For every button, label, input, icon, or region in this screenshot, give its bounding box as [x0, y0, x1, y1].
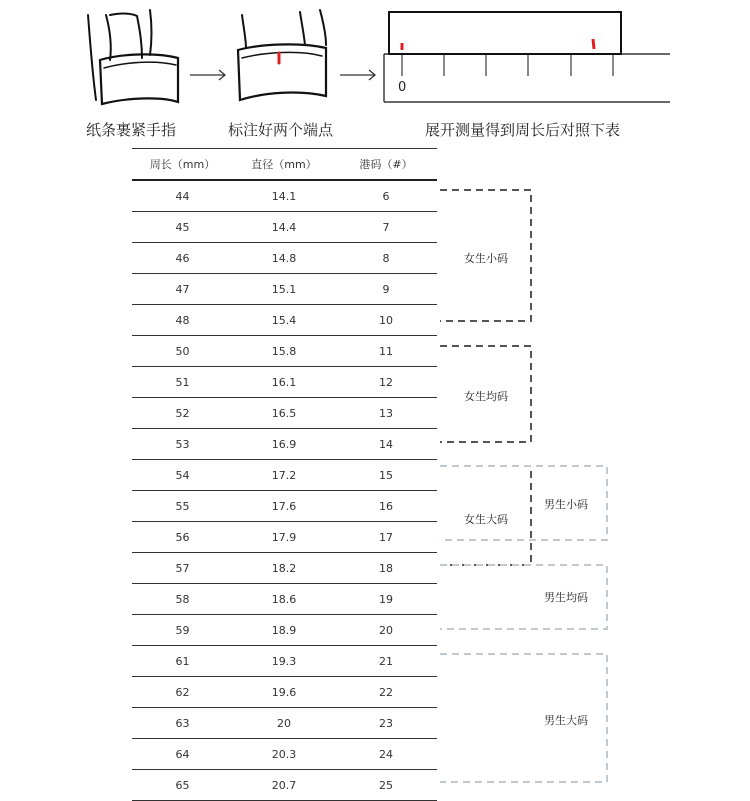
male-medium-label: 男生均码	[544, 591, 588, 604]
cell-diameter: 16.5	[233, 398, 335, 429]
header-circumference: 周长（mm）	[132, 149, 233, 181]
cell-hk-size: 24	[335, 739, 437, 770]
finger-wrapped-icon	[88, 10, 178, 104]
cell-diameter: 14.8	[233, 243, 335, 274]
table-row	[132, 305, 437, 336]
cell-hk-size: 23	[335, 708, 437, 739]
cell-circumference: 48	[132, 305, 233, 336]
table-row	[132, 708, 437, 739]
cell-hk-size: 7	[335, 212, 437, 243]
cell-diameter: 15.4	[233, 305, 335, 336]
table-row	[132, 429, 437, 460]
ruler-zero-label: 0	[398, 80, 407, 95]
cell-hk-size: 20	[335, 615, 437, 646]
finger-marked-icon	[238, 10, 326, 100]
table-row	[132, 491, 437, 522]
cell-circumference: 54	[132, 460, 233, 491]
table-row	[132, 522, 437, 553]
cell-circumference: 53	[132, 429, 233, 460]
table-row	[132, 367, 437, 398]
cell-diameter: 19.6	[233, 677, 335, 708]
cell-hk-size: 15	[335, 460, 437, 491]
cell-circumference: 64	[132, 739, 233, 770]
arrow-right-icon	[340, 70, 375, 80]
cell-hk-size: 17	[335, 522, 437, 553]
table-body	[132, 180, 437, 801]
table-row	[132, 677, 437, 708]
table-row	[132, 646, 437, 677]
arrow-right-icon	[190, 70, 225, 80]
table-row	[132, 739, 437, 770]
cell-circumference: 59	[132, 615, 233, 646]
table-header-row	[132, 149, 437, 181]
cell-hk-size: 22	[335, 677, 437, 708]
cell-circumference: 56	[132, 522, 233, 553]
cell-diameter: 20	[233, 708, 335, 739]
cell-diameter: 20.3	[233, 739, 335, 770]
cell-circumference: 44	[132, 180, 233, 212]
cell-circumference: 58	[132, 584, 233, 615]
cell-hk-size: 14	[335, 429, 437, 460]
ring-size-table	[132, 148, 437, 801]
header-hk-size: 港码（#）	[335, 149, 437, 181]
table-row	[132, 615, 437, 646]
cell-diameter: 18.9	[233, 615, 335, 646]
cell-diameter: 17.6	[233, 491, 335, 522]
table-row	[132, 212, 437, 243]
ruler-icon	[384, 12, 670, 102]
table-row	[132, 243, 437, 274]
cell-hk-size: 9	[335, 274, 437, 305]
cell-diameter: 15.8	[233, 336, 335, 367]
cell-circumference: 50	[132, 336, 233, 367]
male-small-label: 男生小码	[544, 498, 588, 511]
cell-hk-size: 8	[335, 243, 437, 274]
cell-circumference: 55	[132, 491, 233, 522]
cell-circumference: 46	[132, 243, 233, 274]
cell-circumference: 61	[132, 646, 233, 677]
cell-hk-size: 19	[335, 584, 437, 615]
cell-hk-size: 10	[335, 305, 437, 336]
table-row	[132, 584, 437, 615]
cell-hk-size: 18	[335, 553, 437, 584]
table-row	[132, 460, 437, 491]
cell-diameter: 16.9	[233, 429, 335, 460]
cell-hk-size: 11	[335, 336, 437, 367]
cell-hk-size: 13	[335, 398, 437, 429]
cell-circumference: 57	[132, 553, 233, 584]
cell-hk-size: 16	[335, 491, 437, 522]
female-medium-label: 女生均码	[464, 390, 508, 403]
cell-hk-size: 21	[335, 646, 437, 677]
cell-diameter: 16.1	[233, 367, 335, 398]
cell-diameter: 14.4	[233, 212, 335, 243]
cell-hk-size: 6	[335, 180, 437, 212]
cell-hk-size: 25	[335, 770, 437, 801]
cell-circumference: 47	[132, 274, 233, 305]
cell-diameter: 20.7	[233, 770, 335, 801]
table-row	[132, 553, 437, 584]
cell-diameter: 17.2	[233, 460, 335, 491]
step-1-label: 纸条裹紧手指	[86, 121, 177, 139]
table-row	[132, 398, 437, 429]
cell-diameter: 19.3	[233, 646, 335, 677]
step-3-label: 展开测量得到周长后对照下表	[425, 121, 621, 139]
cell-circumference: 63	[132, 708, 233, 739]
step-2-label: 标注好两个端点	[228, 121, 334, 139]
cell-circumference: 51	[132, 367, 233, 398]
table-row	[132, 274, 437, 305]
cell-diameter: 18.2	[233, 553, 335, 584]
cell-diameter: 14.1	[233, 180, 335, 212]
female-large-label: 女生大码	[464, 513, 508, 526]
cell-circumference: 65	[132, 770, 233, 801]
header-diameter: 直径（mm）	[233, 149, 335, 181]
cell-diameter: 18.6	[233, 584, 335, 615]
male-large-label: 男生大码	[544, 714, 588, 727]
table-row	[132, 180, 437, 212]
cell-diameter: 17.9	[233, 522, 335, 553]
cell-circumference: 45	[132, 212, 233, 243]
table-row	[132, 770, 437, 801]
cell-circumference: 62	[132, 677, 233, 708]
cell-circumference: 52	[132, 398, 233, 429]
table-row	[132, 336, 437, 367]
cell-diameter: 15.1	[233, 274, 335, 305]
female-small-label: 女生小码	[464, 252, 508, 265]
cell-hk-size: 12	[335, 367, 437, 398]
